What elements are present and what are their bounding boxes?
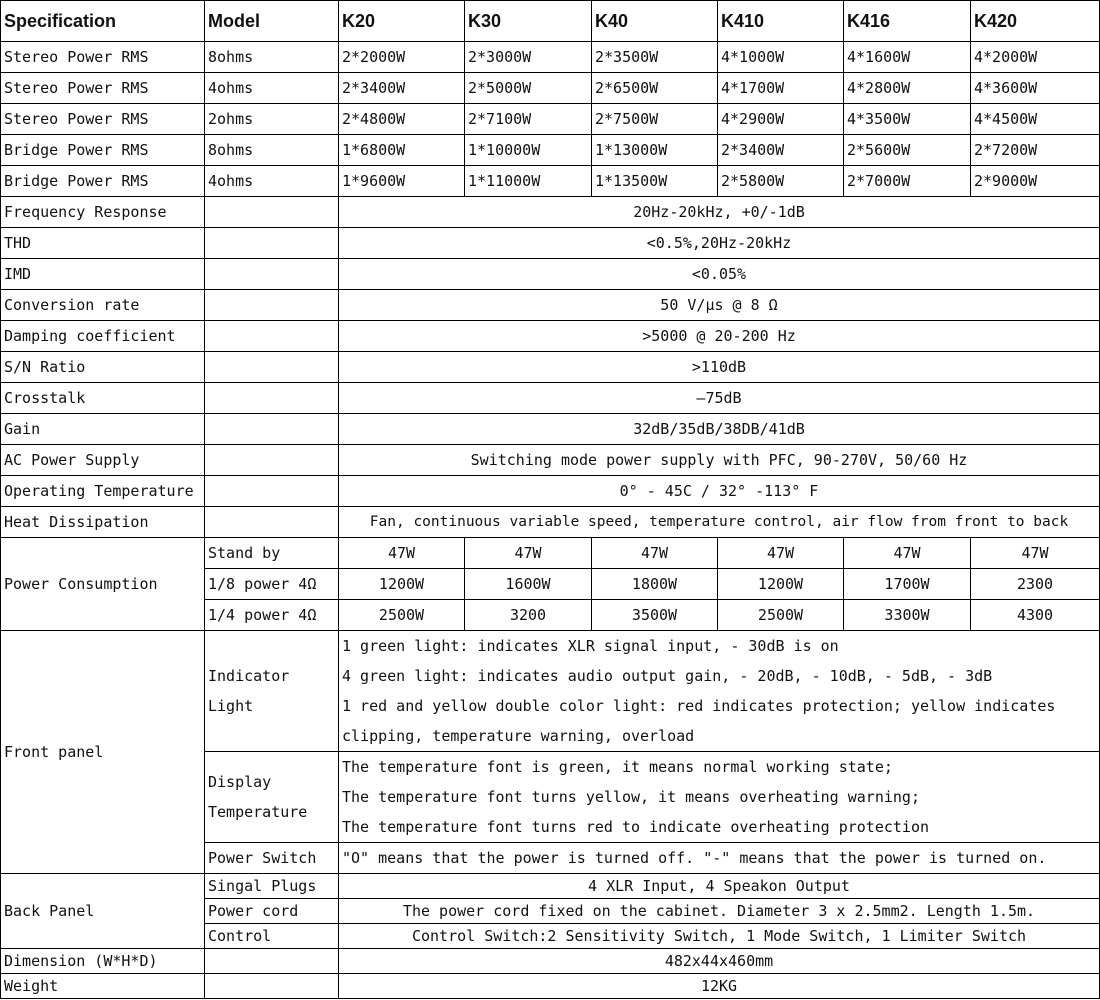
front-panel-label: Front panel — [1, 631, 205, 874]
table-cell: 4*1700W — [718, 73, 844, 104]
weight-label: Weight — [1, 974, 205, 999]
table-cell: 3200 — [465, 600, 592, 631]
empty-cell — [205, 290, 339, 321]
table-cell: 4300 — [971, 600, 1100, 631]
table-cell: 2500W — [718, 600, 844, 631]
table-cell: 2*4800W — [339, 104, 465, 135]
table-cell: 1*13500W — [592, 166, 718, 197]
table-cell: 47W — [844, 538, 971, 569]
table-cell: 4*3500W — [844, 104, 971, 135]
row-value: <0.5%,20Hz-20kHz — [339, 228, 1100, 259]
row-label: Gain — [1, 414, 205, 445]
empty-cell — [205, 352, 339, 383]
table-cell: 2*7100W — [465, 104, 592, 135]
table-cell: 1*10000W — [465, 135, 592, 166]
empty-cell — [205, 974, 339, 999]
row-label: Crosstalk — [1, 383, 205, 414]
indicator-line: 4 green light: indicates audio output gain, - 20dB, - 10dB, - 5dB, - 3dB — [342, 667, 993, 685]
empty-cell — [205, 445, 339, 476]
back-panel-item: Power cord — [205, 899, 339, 924]
empty-cell — [205, 321, 339, 352]
row-label: Damping coefficient — [1, 321, 205, 352]
dimension-label: Dimension (W*H*D) — [1, 949, 205, 974]
table-row — [1, 414, 1100, 445]
header-model-k20: K20 — [339, 1, 465, 42]
display-line: The temperature font is green, it means normal working state; — [342, 758, 893, 776]
table-cell: 4*3600W — [971, 73, 1100, 104]
table-row — [1, 290, 1100, 321]
header-model: Model — [205, 1, 339, 42]
dimension-value: 482x44x460mm — [339, 949, 1100, 974]
table-cell: 2*7500W — [592, 104, 718, 135]
row-label: Stereo Power RMS — [1, 42, 205, 73]
table-cell: 1800W — [592, 569, 718, 600]
row-load: 4ohms — [205, 166, 339, 197]
indicator-line: 1 red and yellow double color light: red indicates protection; yellow indicates — [342, 697, 1056, 715]
table-row — [1, 383, 1100, 414]
empty-cell — [205, 228, 339, 259]
table-row — [1, 73, 1100, 104]
empty-cell — [205, 949, 339, 974]
table-cell: 1*6800W — [339, 135, 465, 166]
row-load: 8ohms — [205, 135, 339, 166]
table-row — [1, 352, 1100, 383]
table-cell: 1600W — [465, 569, 592, 600]
empty-cell — [205, 383, 339, 414]
consumption-mode: 1/8 power 4Ω — [205, 569, 339, 600]
row-value: —75dB — [339, 383, 1100, 414]
table-row — [1, 949, 1100, 974]
table-cell: 2*7200W — [971, 135, 1100, 166]
header-model-k420: K420 — [971, 1, 1100, 42]
table-row — [1, 135, 1100, 166]
row-value: 50 V/μs @ 8 Ω — [339, 290, 1100, 321]
table-row — [1, 104, 1100, 135]
power-switch-description: "O" means that the power is turned off. "-" means that the power is turned on. — [339, 843, 1100, 874]
table-cell: 2*6500W — [592, 73, 718, 104]
empty-cell — [205, 197, 339, 228]
row-value: >110dB — [339, 352, 1100, 383]
header-row — [1, 1, 1100, 42]
table-cell: 2*7000W — [844, 166, 971, 197]
row-label: Heat Dissipation — [1, 507, 205, 538]
empty-cell — [205, 414, 339, 445]
table-cell: 4*2800W — [844, 73, 971, 104]
row-label: Conversion rate — [1, 290, 205, 321]
table-cell: 2*3000W — [465, 42, 592, 73]
table-row — [1, 476, 1100, 507]
back-panel-label: Back Panel — [1, 874, 205, 949]
back-panel-value: 4 XLR Input, 4 Speakon Output — [339, 874, 1100, 899]
table-cell: 4*2900W — [718, 104, 844, 135]
table-row — [1, 228, 1100, 259]
empty-cell — [205, 259, 339, 290]
table-row — [1, 42, 1100, 73]
indicator-line: 1 green light: indicates XLR signal input, - 30dB is on — [342, 637, 839, 655]
empty-cell — [205, 476, 339, 507]
power-switch-label: Power Switch — [205, 843, 339, 874]
table-cell: 47W — [339, 538, 465, 569]
row-value: 20Hz-20kHz, +0/-1dB — [339, 197, 1100, 228]
table-cell: 2*3400W — [339, 73, 465, 104]
row-label: Frequency Response — [1, 197, 205, 228]
back-panel-value: Control Switch:2 Sensitivity Switch, 1 Mode Switch, 1 Limiter Switch — [339, 924, 1100, 949]
row-load: 2ohms — [205, 104, 339, 135]
empty-cell — [205, 507, 339, 538]
display-temperature-description — [339, 752, 1100, 843]
table-cell: 2*5800W — [718, 166, 844, 197]
back-panel-item: Control — [205, 924, 339, 949]
row-label: IMD — [1, 259, 205, 290]
table-cell: 2*3500W — [592, 42, 718, 73]
table-cell: 3500W — [592, 600, 718, 631]
table-cell: 1*9600W — [339, 166, 465, 197]
row-label: S/N Ratio — [1, 352, 205, 383]
row-label: Bridge Power RMS — [1, 135, 205, 166]
table-row — [1, 874, 1100, 899]
table-row — [1, 631, 1100, 752]
table-cell: 4*1000W — [718, 42, 844, 73]
power-consumption-label: Power Consumption — [1, 538, 205, 631]
table-cell: 2*2000W — [339, 42, 465, 73]
table-row — [1, 445, 1100, 476]
consumption-mode: Stand by — [205, 538, 339, 569]
indicator-light-description — [339, 631, 1100, 752]
row-label: Stereo Power RMS — [1, 73, 205, 104]
display-label-line: Temperature — [208, 803, 308, 821]
consumption-mode: 1/4 power 4Ω — [205, 600, 339, 631]
row-load: 4ohms — [205, 73, 339, 104]
indicator-light-label — [205, 631, 339, 752]
header-model-k30: K30 — [465, 1, 592, 42]
table-cell: 47W — [592, 538, 718, 569]
table-cell: 1700W — [844, 569, 971, 600]
row-value: Fan, continuous variable speed, temperature control, air flow from front to back — [339, 507, 1100, 538]
table-cell: 2*5000W — [465, 73, 592, 104]
header-model-k416: K416 — [844, 1, 971, 42]
table-row — [1, 166, 1100, 197]
weight-value: 12KG — [339, 974, 1100, 999]
row-value: >5000 @ 20-200 Hz — [339, 321, 1100, 352]
table-cell: 1200W — [718, 569, 844, 600]
table-cell: 2*9000W — [971, 166, 1100, 197]
table-row — [1, 538, 1100, 569]
table-cell: 2300 — [971, 569, 1100, 600]
row-load: 8ohms — [205, 42, 339, 73]
table-row — [1, 507, 1100, 538]
row-value: Switching mode power supply with PFC, 90-270V, 50/60 Hz — [339, 445, 1100, 476]
header-model-k410: K410 — [718, 1, 844, 42]
row-value: 0° - 45C / 32° -113° F — [339, 476, 1100, 507]
table-cell: 1*11000W — [465, 166, 592, 197]
table-cell: 2*5600W — [844, 135, 971, 166]
back-panel-value: The power cord fixed on the cabinet. Diameter 3 x 2.5mm2. Length 1.5m. — [339, 899, 1100, 924]
display-label-line: Display — [208, 773, 272, 791]
back-panel-item: Singal Plugs — [205, 874, 339, 899]
table-cell: 3300W — [844, 600, 971, 631]
table-row — [1, 259, 1100, 290]
indicator-label-line: Light — [208, 697, 254, 715]
table-cell: 47W — [465, 538, 592, 569]
table-cell: 4*2000W — [971, 42, 1100, 73]
indicator-label-line: Indicator — [208, 667, 290, 685]
header-specification: Specification — [1, 1, 205, 42]
table-cell: 4*1600W — [844, 42, 971, 73]
row-label: Bridge Power RMS — [1, 166, 205, 197]
display-line: The temperature font turns red to indicate overheating protection — [342, 818, 929, 836]
row-label: Stereo Power RMS — [1, 104, 205, 135]
row-value: 32dB/35dB/38DB/41dB — [339, 414, 1100, 445]
indicator-line: clipping, temperature warning, overload — [342, 727, 695, 745]
row-label: AC Power Supply — [1, 445, 205, 476]
table-cell: 4*4500W — [971, 104, 1100, 135]
display-temperature-label — [205, 752, 339, 843]
table-cell: 47W — [718, 538, 844, 569]
row-value: <0.05% — [339, 259, 1100, 290]
table-row — [1, 197, 1100, 228]
header-model-k40: K40 — [592, 1, 718, 42]
table-cell: 1200W — [339, 569, 465, 600]
display-line: The temperature font turns yellow, it means overheating warning; — [342, 788, 920, 806]
table-row — [1, 321, 1100, 352]
table-cell: 1*13000W — [592, 135, 718, 166]
table-cell: 2*3400W — [718, 135, 844, 166]
table-cell: 2500W — [339, 600, 465, 631]
row-label: THD — [1, 228, 205, 259]
table-row — [1, 974, 1100, 999]
row-label: Operating Temperature — [1, 476, 205, 507]
table-cell: 47W — [971, 538, 1100, 569]
